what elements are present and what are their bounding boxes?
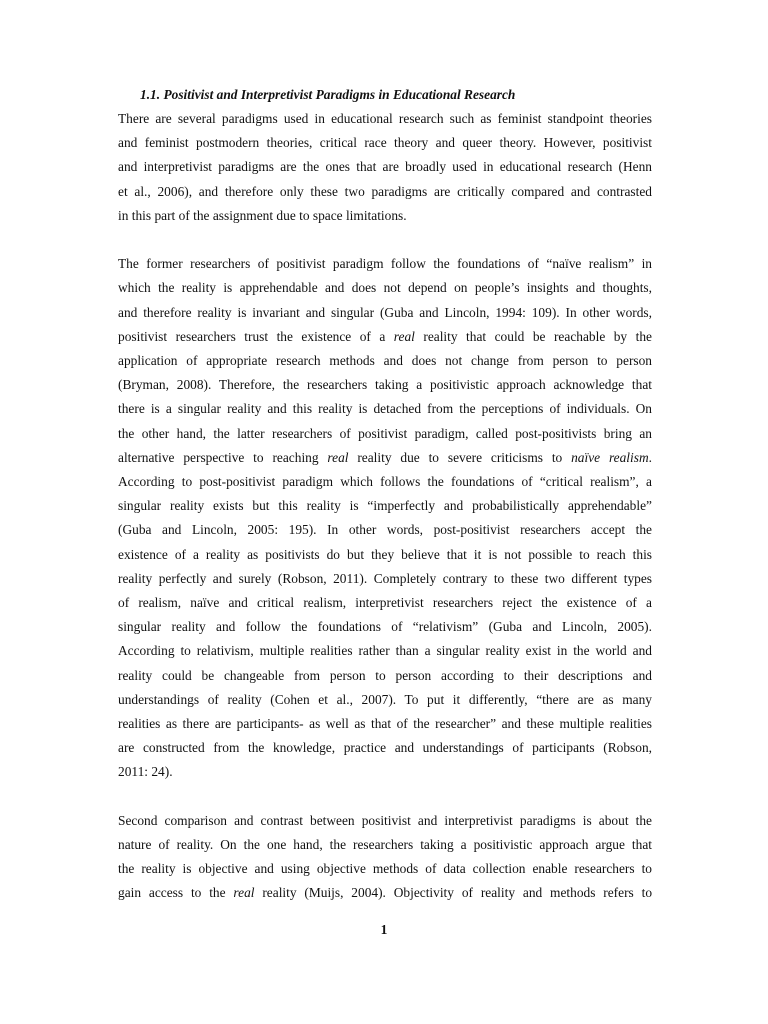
section-title: Positivist and Interpretivist Paradigms in Educational Research	[163, 87, 516, 102]
emphasis-real: real	[233, 885, 255, 901]
text-line: which the reality is apprehendable and does not depend on people’s insights and thoughts,	[118, 280, 652, 296]
paragraph-2	[118, 252, 652, 784]
emphasis-real: real	[327, 449, 349, 465]
emphasis-naive-realism: naïve realism	[571, 449, 649, 465]
text-line: in this part of the assignment due to space limitations.	[118, 207, 407, 223]
text-line: and interpretivist paradigms are the ones that are broadly used in educational research (Henn	[118, 159, 652, 175]
page-content	[118, 85, 652, 906]
text-line: the other hand, the latter researchers of positivist paradigm, called post-positivists bring an	[118, 425, 652, 441]
text-line: realities as there are participants- as well as that of the researcher” and these multiple realities	[118, 716, 652, 732]
text-line: of realism, naïve and critical realism, interpretivist researchers reject the existence of a	[118, 595, 652, 611]
paragraph-3	[118, 809, 652, 906]
paragraph-gap	[118, 785, 652, 809]
text-line: application of appropriate research methods and does not change from person to person	[118, 353, 652, 369]
text-line-with-emphasis	[118, 881, 652, 905]
text-segment: alternative perspective to reaching	[118, 449, 328, 465]
text-line: (Guba and Lincoln, 2005: 195). In other words, post-positivist researchers accept the	[118, 522, 652, 538]
text-line: singular reality and follow the foundations of “relativism” (Guba and Lincoln, 2005).	[118, 619, 652, 635]
paragraph-gap	[118, 228, 652, 252]
page-number: 1	[380, 922, 388, 937]
text-line: the reality is objective and using objective methods of data collection enable researchers to	[118, 861, 652, 877]
text-segment: .	[648, 449, 652, 465]
text-line-with-emphasis	[118, 325, 652, 349]
paragraph-1	[118, 107, 652, 228]
text-line: Second comparison and contrast between positivist and interpretivist paradigms is about the	[118, 812, 652, 828]
text-segment: positivist researchers trust the existence of a	[118, 328, 394, 344]
text-line: 2011: 24).	[118, 764, 173, 780]
text-line: According to post-positivist paradigm which follows the foundations of “critical realism”, a	[118, 474, 652, 490]
text-line: reality perfectly and surely (Robson, 2011). Completely contrary to these two different types	[118, 570, 652, 586]
text-line: et al., 2006), and therefore only these two paradigms are critically compared and contrasted	[118, 183, 652, 199]
text-segment: reality that could be reachable by the	[414, 328, 652, 344]
text-line-with-emphasis	[118, 446, 652, 470]
text-line: existence of a reality as positivists do but they believe that it is not possible to reach this	[118, 546, 652, 562]
text-line: There are several paradigms used in educational research such as feminist standpoint theories	[118, 111, 652, 126]
text-line: nature of reality. On the one hand, the researchers taking a positivistic approach argue that	[118, 837, 652, 853]
text-segment: reality due to severe criticisms to	[348, 449, 572, 465]
text-line: (Bryman, 2008). Therefore, the researchers taking a positivistic approach acknowledge that	[118, 377, 652, 393]
text-line: According to relativism, multiple realities rather than a singular reality exist in the world and	[118, 643, 652, 659]
text-line: understandings of reality (Cohen et al., 2007). To put it differently, “there are as many	[118, 691, 652, 707]
text-line: there is a singular reality and this reality is detached from the perceptions of individuals. On	[118, 401, 652, 417]
text-line: The former researchers of positivist paradigm follow the foundations of “naïve realism” in	[118, 256, 652, 272]
emphasis-real: real	[393, 328, 415, 344]
text-line: reality could be changeable from person to person according to their descriptions and	[118, 667, 652, 683]
text-segment: gain access to the	[118, 885, 234, 901]
section-heading	[140, 85, 652, 105]
section-number: 1.1.	[140, 87, 161, 102]
text-line: are constructed from the knowledge, practice and understandings of participants (Robson,	[118, 740, 652, 756]
text-segment: reality (Muijs, 2004). Objectivity of reality and methods refers to	[254, 885, 653, 901]
text-line: and feminist postmodern theories, critical race theory and queer theory. However, positivist	[118, 135, 652, 151]
text-line: singular reality exists but this reality is “imperfectly and probabilistically apprehendable”	[118, 498, 652, 514]
text-line: and therefore reality is invariant and singular (Guba and Lincoln, 1994: 109). In other words,	[118, 304, 652, 320]
